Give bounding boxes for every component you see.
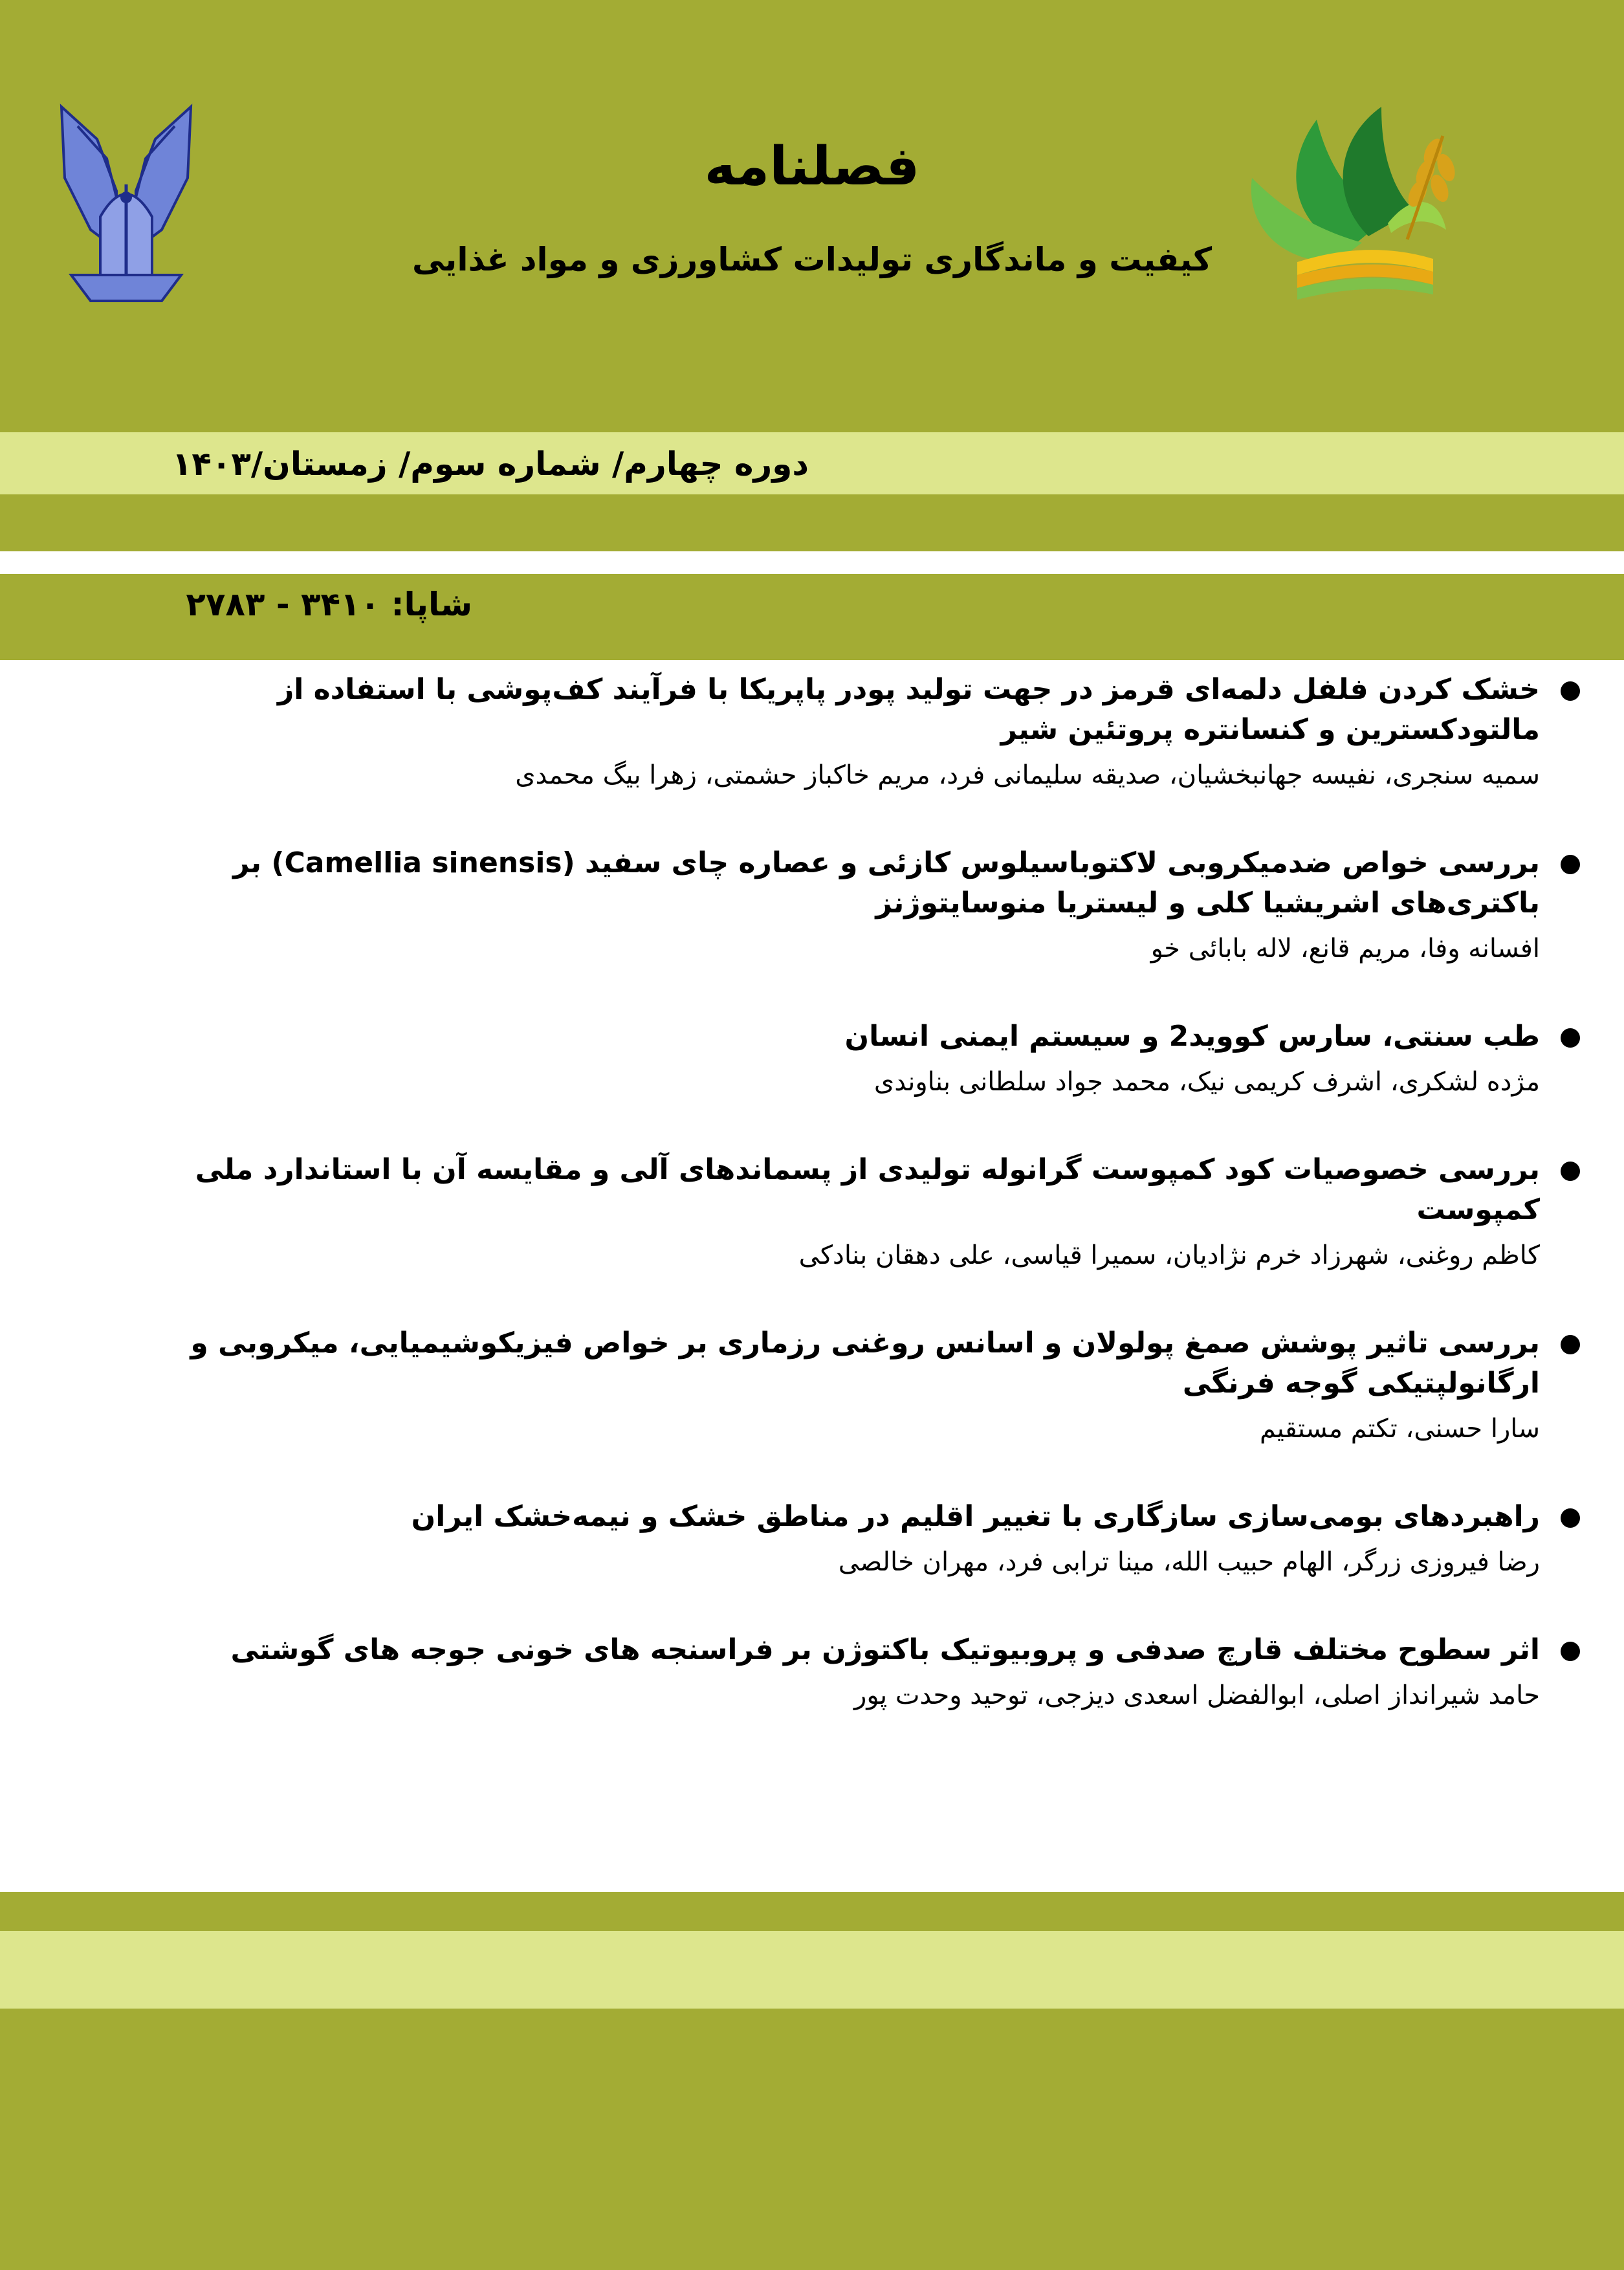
article-item (97, 1323, 1540, 1449)
article-item (97, 843, 1540, 969)
journal-logo-icon (1220, 100, 1504, 320)
article-title: بررسی خواص ضدمیکروبی لاکتوباسیلوس کازئی و عصاره چای سفید (Camellia sinensis) بر باکتری‌های اشریشیا کلی و لیستریا منوسایتوژنز (233, 846, 1540, 920)
article-authors: مژده لشکری، اشرف کریمی نیک، محمد جواد سلطانی بناوندی (873, 1067, 1540, 1097)
article-authors: افسانه وفا، مریم قانع، لاله بابائی خو (1150, 934, 1540, 964)
article-authors: کاظم روغنی، شهرزاد خرم نژادیان، سمیرا قیاسی، علی دهقان بنادکی (798, 1240, 1540, 1270)
article-title: بررسی خصوصیات کود کمپوست گرانوله تولیدی از پسماندهای آلی و مقایسه آن با استاندارد ملی کمپوست (195, 1153, 1540, 1226)
footer-band-bottom (0, 2009, 1624, 2270)
issue-info: دوره چهارم/ شماره سوم/ زمستان/۱۴۰۳ (171, 445, 809, 483)
article-title: راهبردهای بومی‌سازی سازگاری با تغییر اقلیم در مناطق خشک و نیمه‌خشک ایران (411, 1500, 1540, 1533)
issn-info: شاپا: ۳۴۱۰ - ۲۷۸۳ (186, 586, 472, 623)
bullet-icon (1561, 855, 1580, 874)
journal-type-heading: فصلنامه (704, 136, 920, 197)
article-item (97, 1630, 1540, 1715)
footer-band-light (0, 1931, 1624, 2009)
footer-band-top (0, 1892, 1624, 1931)
bullet-icon (1561, 1642, 1580, 1661)
article-title: اثر سطوح مختلف قارچ صدفی و پروبیوتیک باکتوژن بر فراسنجه های خونی جوجه های گوشتی (230, 1633, 1540, 1666)
article-item (97, 1017, 1540, 1102)
bullet-icon (1561, 1508, 1580, 1528)
bullet-icon (1561, 1028, 1580, 1048)
bullet-icon (1561, 1335, 1580, 1354)
article-authors: رضا فیروزی زرگر، الهام حبیب الله، مینا ترابی فرد، مهران خالصی (838, 1547, 1540, 1577)
article-list (97, 670, 1540, 1763)
article-title: خشک کردن فلفل دلمه‌ای قرمز در جهت تولید پودر پاپریکا با فرآیند کف‌پوشی با استفاده از مالتودکسترین و کنسانتره پروتئین شیر (277, 673, 1540, 746)
article-authors: سارا حسنی، تکتم مستقیم (1259, 1414, 1540, 1444)
header-strip (0, 494, 1624, 551)
article-item (97, 670, 1540, 795)
article-item (97, 1150, 1540, 1275)
article-authors: حامد شیرانداز اصلی، ابوالفضل اسعدی دیزجی، توحید وحدت پور (854, 1680, 1540, 1710)
journal-name-heading: کیفیت و ماندگاری تولیدات کشاورزی و مواد غذایی (411, 241, 1213, 278)
bullet-icon (1561, 681, 1580, 701)
article-title: طب سنتی، سارس کووید2 و سیستم ایمنی انسان (844, 1020, 1540, 1053)
article-item (97, 1497, 1540, 1582)
bullet-icon (1561, 1162, 1580, 1181)
article-authors: سمیه سنجری، نفیسه جهانبخشیان، صدیقه سلیمانی فرد، مریم خاکباز حشمتی، زهرا بیگ محمدی (515, 760, 1540, 790)
article-title: بررسی تاثیر پوشش صمغ پولولان و اسانس روغنی رزماری بر خواص فیزیکوشیمیایی، میکروبی و ارگانولپتیکی گوجه فرنگی (190, 1327, 1540, 1400)
university-emblem-icon (52, 100, 201, 320)
